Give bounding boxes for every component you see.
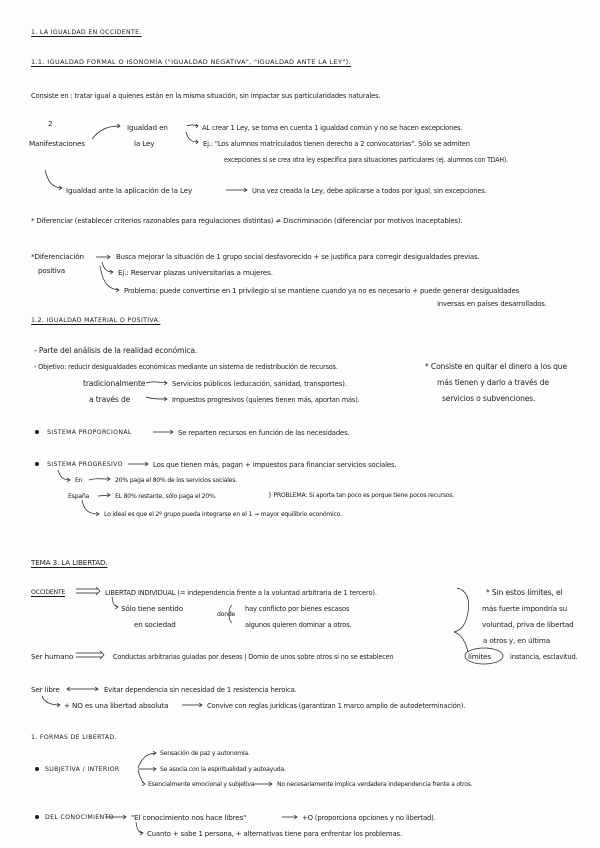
en-sociedad-label: en sociedad — [134, 620, 176, 629]
arrow-line — [153, 430, 173, 434]
arrow-line — [254, 782, 272, 786]
subjetiva-s1: Sensación de paz y autonomía. — [160, 750, 250, 757]
arrow-line — [146, 397, 167, 401]
objetivo-line: - Objetivo: reducir desigualdades económicas mediante un sistema de redistribución de recursos. — [34, 362, 338, 371]
sin-limites-note-4: a otros y, en última — [483, 636, 550, 645]
diff-positive-b3: Problema: puede convertirse en 1 privilegio si se mantiene cuando ya no es necesario + puede generar desigualdades — [124, 286, 520, 295]
al-crear-text: AL crear 1 Ley, se toma en cuenta 1 igualdad común y no se hacen excepciones. — [202, 123, 463, 132]
manifestations-label: Manifestaciones — [29, 139, 85, 148]
subjetiva-label: SUBJETIVA / INTERIOR — [45, 766, 120, 773]
occidente-label: OCCIDENTE — [31, 589, 66, 596]
sistema-proporcional-text: Se reparten recursos en función de las necesidades. — [178, 428, 350, 437]
subjetiva-s3b: No necesariamente implica verdadera independencia frente a otros. — [277, 781, 473, 788]
p20-text: 20% paga el 80% de los servicios sociales. — [115, 477, 237, 484]
section-heading: 1. LA IGUALDAD EN OCCIDENTE. — [31, 29, 142, 36]
solo-sentido-label: Sólo tiene sentido — [121, 604, 183, 613]
igualdad-ante-label: Igualdad ante la aplicación de la Ley — [66, 186, 193, 195]
donde-label: donde — [217, 611, 236, 618]
diff-positive-b3-cont: inversas en países desarrollados. — [437, 299, 547, 308]
evitar-text: Evitar dependencia sin necesidad de 1 resistencia heroica. — [104, 685, 297, 694]
arrow-line — [45, 170, 62, 190]
manifestations-number: 2 — [48, 119, 53, 128]
arrow-line — [146, 381, 167, 385]
arrow-line — [138, 770, 145, 786]
igualdad-en-label: Igualdad en — [127, 123, 168, 132]
arrow-line — [89, 477, 110, 481]
p80-text: EL 80% restante, sólo paga el 20%. — [115, 493, 217, 500]
diff-positive-b1: Busca mejorar la situación de 1 grupo social desfavorecido + se justifica para corregir desigualdades previas. — [116, 252, 480, 261]
subjetiva-s2: Se asocia con la espiritualidad y autoayuda. — [160, 766, 286, 773]
libertad-individual-text: LIBERTAD INDIVIDUAL (= independencia frente a la voluntad arbitraria de 1 tercero). — [105, 588, 377, 597]
sistema-progresivo-label: SISTEMA PROGRESIVO — [47, 461, 123, 468]
arrow-line — [138, 767, 156, 771]
instancia-text: instancia, esclavitud. — [510, 652, 578, 661]
arrow-line — [182, 703, 202, 707]
convive-text: Convive con reglas jurídicas (garantizan 1 marco amplio de autodeterminación). — [207, 701, 466, 710]
consiste-note-3: servicios o subvenciones. — [442, 394, 536, 403]
subsection-heading-2: 1.2. IGUALDAD MATERIAL O POSITIVA. — [31, 317, 161, 324]
algunos-text: algunos quieren dominar a otros. — [245, 620, 352, 629]
conocimiento-label: DEL CONOCIMIENTO — [45, 814, 114, 821]
bullet — [35, 462, 39, 466]
diff-positive-label: *Diferenciación — [31, 252, 84, 261]
double-arrow — [67, 687, 98, 691]
arrow-line — [112, 597, 118, 609]
bullet — [35, 767, 39, 771]
definition-line: Consiste en : tratar igual a quienes están en la misma situación, sin impactar sus particularidades naturales. — [31, 91, 381, 100]
arrow-line — [138, 751, 156, 768]
impuestos-text: Impuestos progresivos (quienes tienen más, aportan más). — [172, 395, 360, 404]
arrow-line — [102, 262, 113, 274]
arrow-line — [98, 493, 110, 497]
conocimiento-c1b: +O (proporciona opciones y no libertad). — [302, 813, 436, 822]
conductas-text: Conductas arbitrarias guiadas por deseos | Domio de unos sobre otros si no se establecen — [113, 652, 394, 661]
tema-heading: TEMA 3. LA LIBERTAD. — [31, 558, 108, 567]
parte-line: - Parte del análisis de la realidad económica. — [34, 346, 198, 355]
a-traves-label: a través de — [89, 395, 131, 404]
diferenciar-note: * Diferenciar (establecer criterios razonables para regulaciones distintas) ≠ Discriminación (diferenciar por motivos inaceptables). — [31, 216, 463, 225]
servicios-text: Servicios públicos (educación, sanidad, transportes). — [172, 379, 347, 388]
arrow-line — [136, 822, 143, 835]
conocimiento-c1: "El conocimiento nos hace libres" — [131, 813, 247, 822]
tradicionalmente-label: tradicionalmente — [83, 379, 146, 388]
double-arrow — [76, 587, 100, 595]
arrow-line — [82, 500, 99, 516]
arrow-line — [96, 255, 110, 259]
hay-conflicto-text: hay conflicto por bienes escasos — [245, 604, 350, 613]
conocimiento-c2: Cuanto + sabe 1 persona, + alternativas tiene para enfrentar los problemas. — [147, 829, 403, 838]
subsection-heading: 1.1. IGUALDAD FORMAL O ISONOMÍA ("IGUALDAD NEGATIVA", "IGUALDAD ANTE LA LEY"). — [31, 59, 352, 66]
double-arrow — [76, 651, 104, 659]
ser-humano-label: Ser humano — [31, 652, 74, 661]
example-text: Ej.: "Los alumnos matriculados tienen derecho a 2 convocatorias". Sólo se admiten — [203, 139, 470, 148]
formas-heading: 1. FORMAS DE LIBERTAD. — [31, 734, 117, 741]
sistema-proporcional-label: SISTEMA PROPORCIONAL — [47, 429, 132, 436]
bullet — [35, 815, 39, 819]
espana-label: España — [68, 493, 90, 500]
sin-limites-note-2: más fuerte impondría su — [482, 604, 567, 613]
consiste-note: * Consiste en quitar el dinero a los que — [425, 362, 567, 371]
arrow-line — [58, 470, 70, 482]
arrow-line — [187, 124, 198, 128]
arrow-line — [100, 266, 119, 292]
arrow-line — [282, 815, 297, 819]
subjetiva-s3: Esencialmente emocional y subjetiva — [148, 781, 255, 788]
diff-positive-b2: Ej.: Reservar plazas universitarias a mujeres. — [118, 268, 273, 277]
sistema-progresivo-text: Los que tienen más, pagan + impuestos para financiar servicios sociales. — [153, 460, 397, 469]
bullet — [35, 430, 39, 434]
la-ley-label: la Ley — [134, 139, 155, 148]
diff-positive-label-2: positiva — [38, 266, 65, 275]
arrow-line — [186, 132, 198, 144]
consiste-note-2: más tienen y darlo a través de — [437, 378, 549, 387]
limites-word: límites — [468, 652, 491, 661]
example-text-cont: excepciones si se crea otra ley específica para situaciones particulares (ej. alumnos con TDAH). — [224, 155, 509, 164]
ideal-text: Lo ideal es que el 2º grupo pueda integrarse en el 1 → mayor equilibrio económico. — [104, 511, 342, 518]
problema-text: } PROBLEMA: Si aporta tan poco es porque tiene pocos recursos. — [268, 492, 455, 499]
arrow-line — [226, 188, 247, 192]
sin-limites-note: * Sin estos límites, el — [486, 588, 563, 597]
ser-libre-label: Ser libre — [31, 685, 60, 694]
igualdad-ante-text: Una vez creada la Ley, debe aplicarse a todos por igual, sin excepciones. — [252, 186, 487, 195]
no-absoluta-text: + NO es una libertad absoluta — [64, 701, 169, 710]
brace — [454, 588, 469, 652]
arrow-line — [92, 124, 120, 139]
arrow-line — [128, 462, 148, 466]
sin-limites-note-3: voluntad, priva de libertad — [482, 620, 574, 629]
arrow-line — [42, 696, 60, 707]
en-label: En — [75, 477, 83, 484]
